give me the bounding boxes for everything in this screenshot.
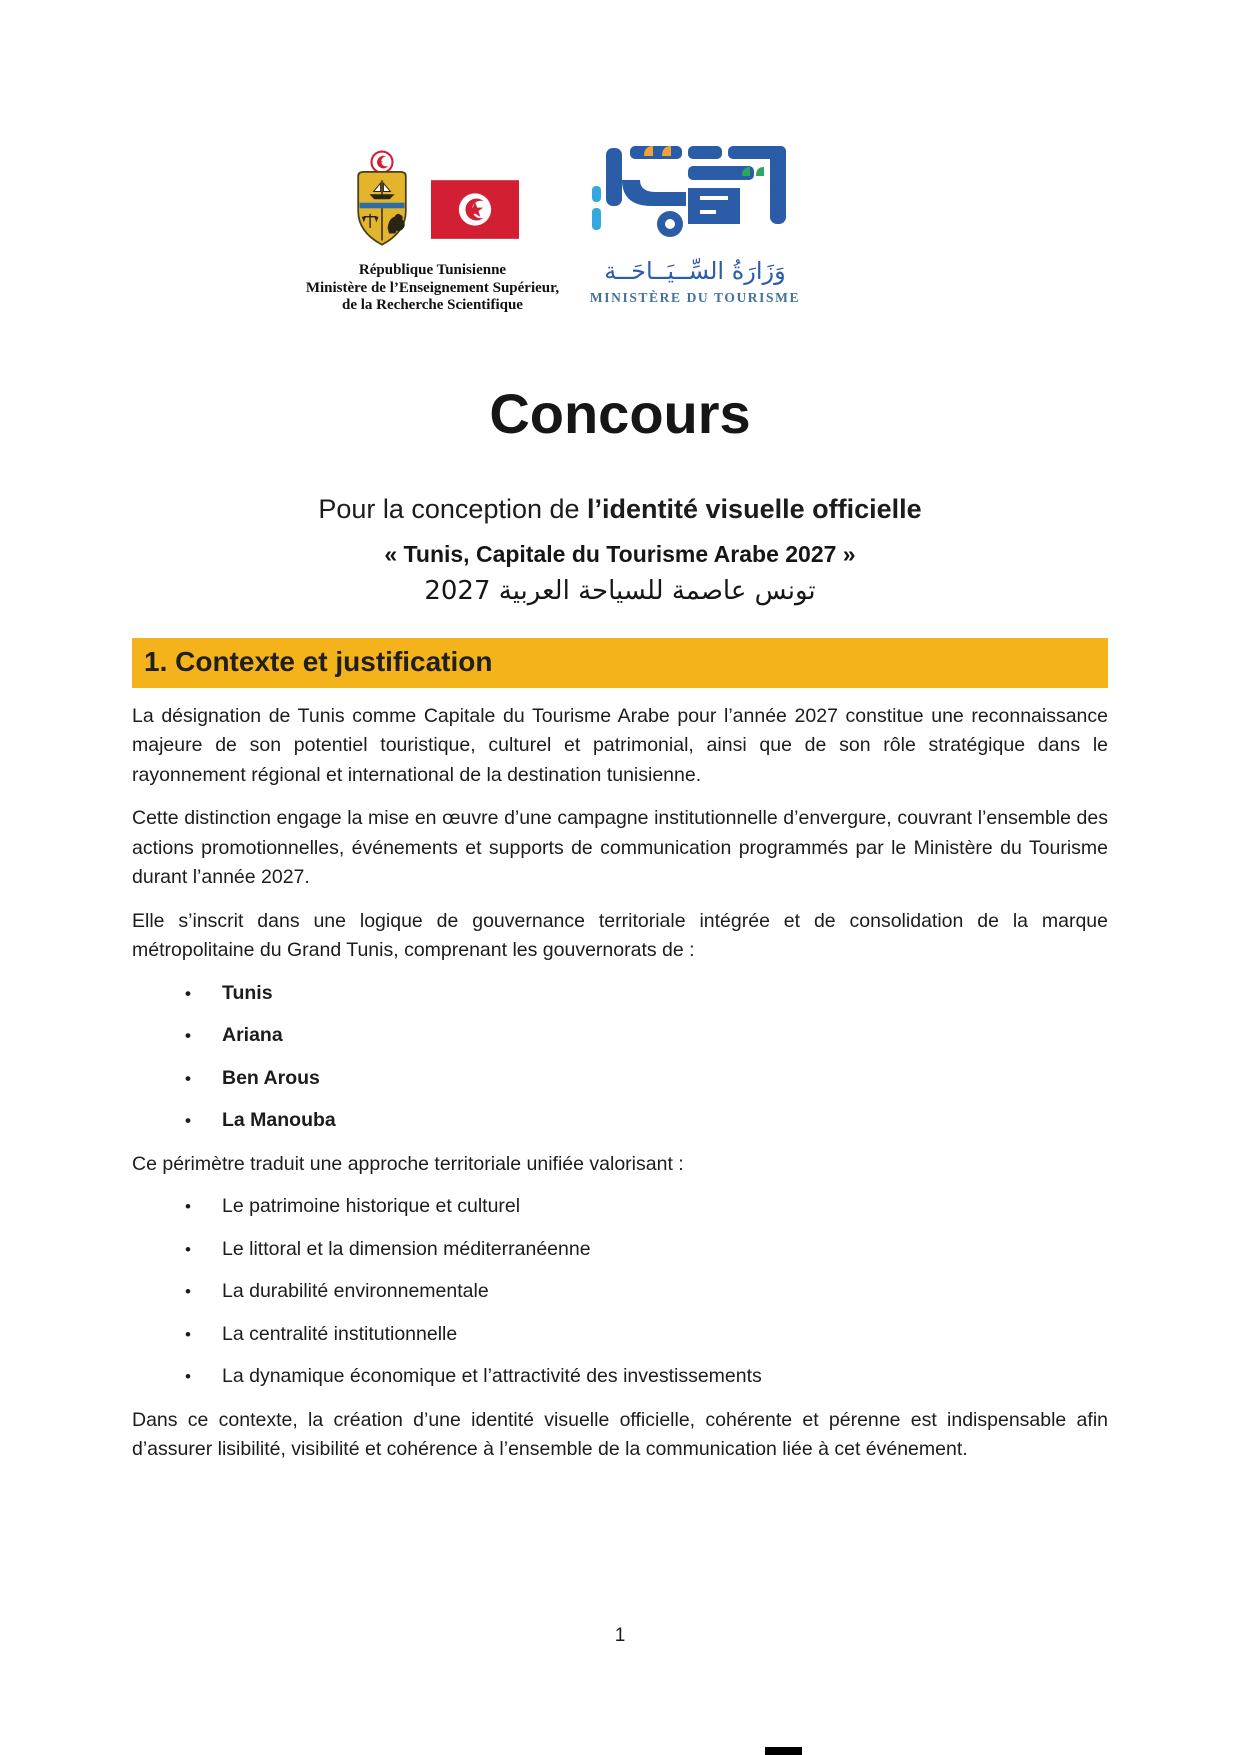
list-item xyxy=(132,1235,1108,1265)
paragraph-5: Dans ce contexte, la création d’une identité visuelle officielle, cohérente et pérenne est indispensable afin d’assurer lisibilité, visibilité et cohérence à l’ensemble de la communication liée à cet événement. xyxy=(132,1408,1108,1461)
ministere-tourisme-logo xyxy=(583,146,807,306)
bullet-icon: • xyxy=(185,1197,191,1217)
list-item xyxy=(132,1021,1108,1051)
bullet-icon: • xyxy=(185,1068,191,1088)
event-title-arabic: تونس عاصمة للسياحة العربية 2027 xyxy=(424,575,816,606)
bullet-icon: • xyxy=(185,1026,191,1046)
paragraph-4: Ce périmètre traduit une approche territoriale unifiée valorisant : xyxy=(132,1152,684,1175)
document-subtitle xyxy=(132,494,1108,525)
republique-tunisienne-logo xyxy=(300,146,565,315)
governorate-label: Tunis xyxy=(222,981,273,1004)
document-title: Concours xyxy=(489,382,751,445)
bullet-icon: • xyxy=(185,1239,191,1259)
tunisia-coat-of-arms-icon xyxy=(347,149,417,255)
values-list xyxy=(132,1192,1108,1392)
list-item xyxy=(132,979,1108,1009)
paragraph-1: La désignation de Tunis comme Capitale du Tourisme Arabe pour l’année 2027 constitue une reconnaissance majeure de son potentiel touristique, culturel et patrimonial, ainsi que de son rôle stratégique dans le rayonnement régional et international de la destination tunisienne. xyxy=(132,704,1108,786)
ministry-caption: MINISTÈRE DU TOURISME xyxy=(589,290,801,306)
bullet-icon: • xyxy=(185,1111,191,1131)
list-item xyxy=(132,1106,1108,1136)
tunisia-flag-icon xyxy=(431,180,519,239)
governorate-label: Ariana xyxy=(222,1024,283,1047)
bullet-icon: • xyxy=(185,983,191,1003)
value-label: La durabilité environnementale xyxy=(222,1280,489,1303)
bullet-icon: • xyxy=(185,1282,191,1302)
paragraph-2: Cette distinction engage la mise en œuvre d’une campagne institutionnelle d’envergure, couvrant l’ensemble des actions promotionnelles, événements et supports de communication programmés par le Ministère du Tourisme durant l’année 2027. xyxy=(132,807,1108,889)
governorates-list xyxy=(132,979,1108,1136)
value-label: Le patrimoine historique et culturel xyxy=(222,1195,521,1218)
gov-logo-images xyxy=(300,146,565,258)
caption-line-3: de la Recherche Scientifique xyxy=(342,297,523,314)
next-page-cutoff-artifact xyxy=(765,1747,802,1755)
governorate-label: La Manouba xyxy=(222,1109,336,1132)
value-label: Le littoral et la dimension méditerranéenne xyxy=(222,1237,591,1260)
list-item xyxy=(132,1064,1108,1094)
subtitle-regular-part: Pour la conception de xyxy=(318,493,588,524)
event-title-french: « Tunis, Capitale du Tourisme Arabe 2027 » xyxy=(384,540,856,567)
value-label: La dynamique économique et l’attractivité des investissements xyxy=(222,1365,762,1388)
caption-line-2: Ministère de l’Enseignement Supérieur, xyxy=(305,279,560,296)
governorate-label: Ben Arous xyxy=(222,1066,320,1089)
value-label: La centralité institutionnelle xyxy=(222,1322,458,1345)
bullet-icon: • xyxy=(185,1367,191,1387)
list-item xyxy=(132,1192,1108,1222)
section-1-heading: 1. Contexte et justification xyxy=(132,638,1108,688)
ministry-tourism-calligraphy-icon xyxy=(592,146,798,256)
list-item xyxy=(132,1320,1108,1350)
ministry-arabic-name: وَزَارَةُ السِّــيَــاحَــة xyxy=(604,257,786,285)
document-content xyxy=(0,382,1240,1465)
subtitle-bold-part: l’identité visuelle officielle xyxy=(587,493,922,524)
list-item xyxy=(132,1277,1108,1307)
list-item xyxy=(132,1362,1108,1392)
gov-logo-caption xyxy=(300,262,565,315)
page-number: 1 xyxy=(614,1625,626,1646)
bullet-icon: • xyxy=(185,1324,191,1344)
paragraph-3: Elle s’inscrit dans une logique de gouvernance territoriale intégrée et de consolidation de la marque métropolitaine du Grand Tunis, comprenant les gouvernorats de : xyxy=(132,909,1108,962)
caption-line-1: République Tunisienne xyxy=(358,262,507,278)
